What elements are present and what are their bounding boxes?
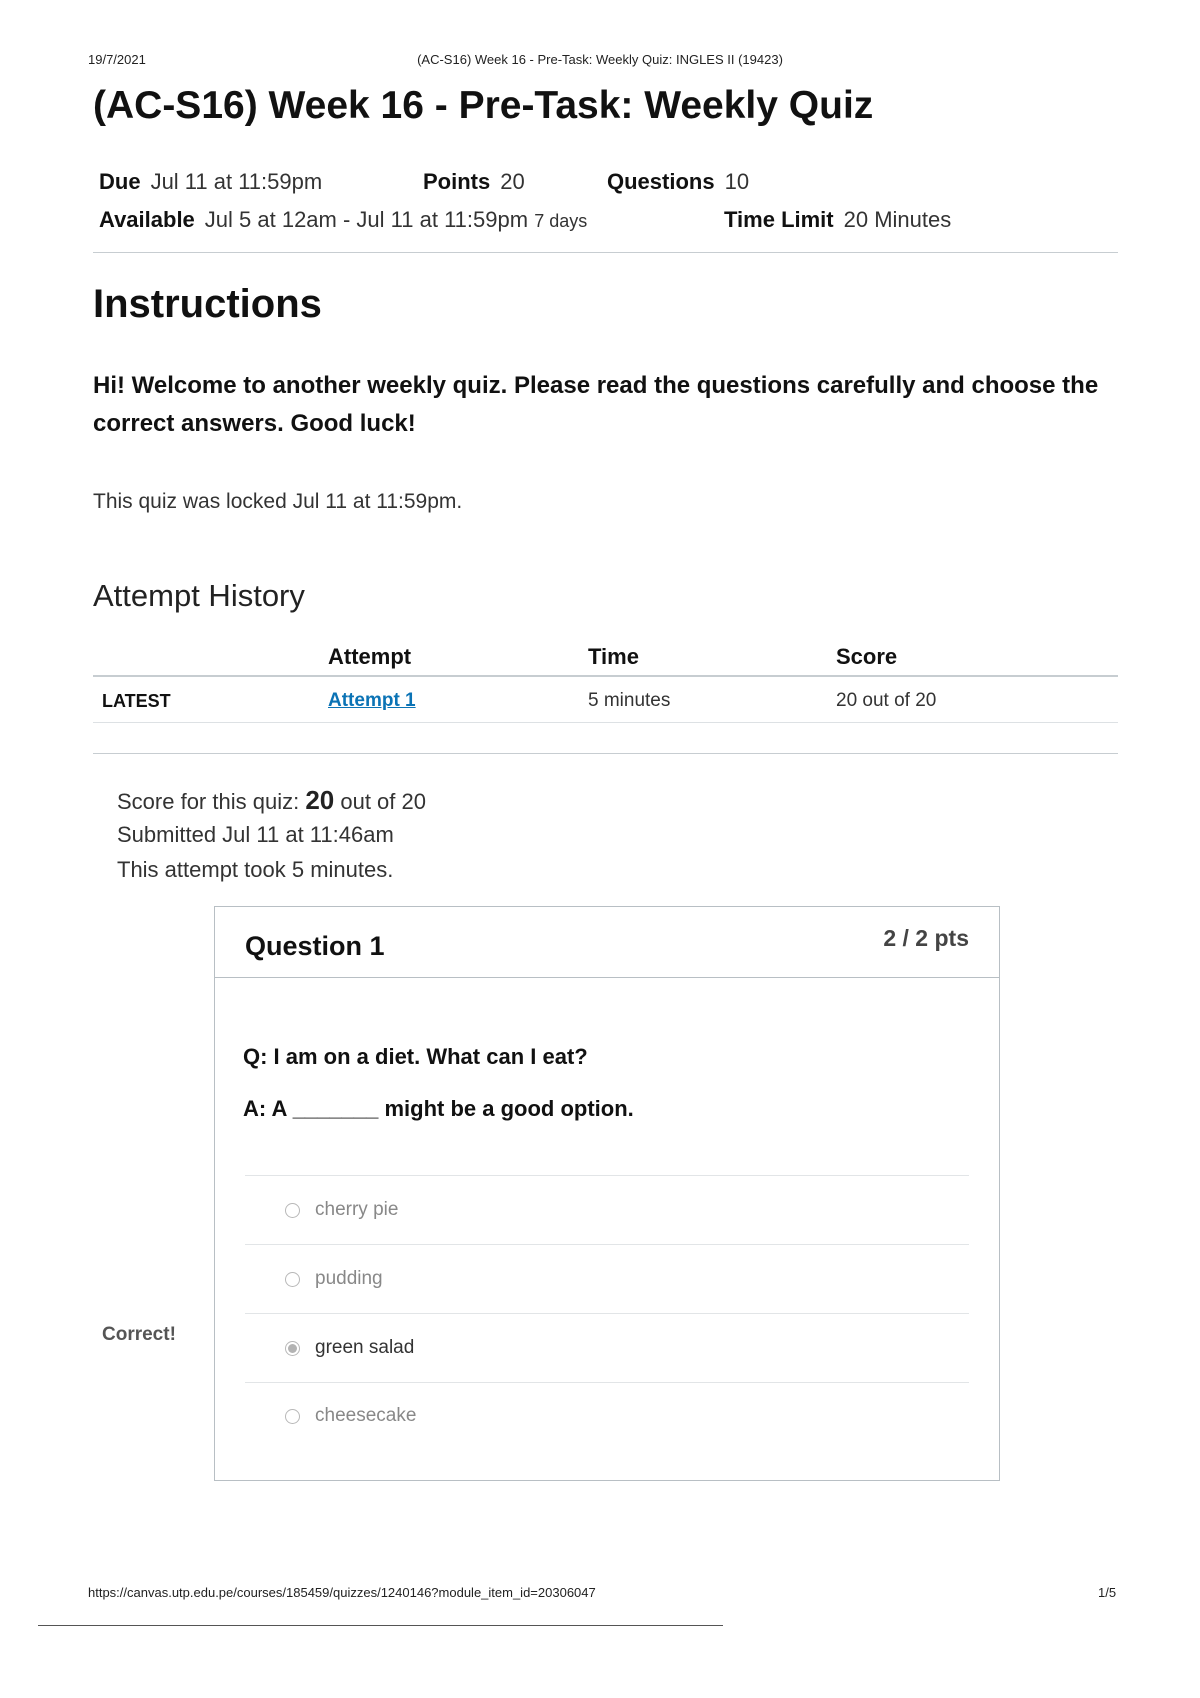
answer-label: cheesecake <box>315 1405 417 1426</box>
score-suffix: out of 20 <box>340 789 426 814</box>
answer-divider <box>245 1313 969 1314</box>
available-days: 7 days <box>534 211 588 231</box>
score-prefix: Score for this quiz: <box>117 789 300 814</box>
answer-divider <box>245 1382 969 1383</box>
time-limit-value: 20 Minutes <box>843 207 952 232</box>
points-label: Points <box>423 169 491 194</box>
attempt-score: 20 out of 20 <box>836 690 937 711</box>
time-limit-meta <box>724 207 951 233</box>
answer-option[interactable] <box>285 1264 383 1294</box>
answer-option-selected[interactable] <box>285 1333 414 1363</box>
questions-meta <box>607 169 749 195</box>
question-header <box>215 907 999 978</box>
instructions-text: Hi! Welcome to another weekly quiz. Please read the questions carefully and choose the correct answers. Good luck! <box>93 372 1099 437</box>
submitted-text: Submitted Jul 11 at 11:46am <box>117 822 394 847</box>
answer-label: green salad <box>315 1337 415 1358</box>
radio-button-selected[interactable] <box>285 1341 300 1356</box>
col-header-attempt: Attempt <box>328 644 412 669</box>
divider <box>93 753 1118 754</box>
locked-notice: This quiz was locked Jul 11 at 11:59pm. <box>93 490 463 513</box>
points-meta <box>423 169 525 195</box>
due-meta <box>99 169 322 194</box>
question-answer-prompt: A: A _______ might be a good option. <box>243 1096 634 1121</box>
page-title: (AC-S16) Week 16 - Pre-Task: Weekly Quiz <box>93 84 874 127</box>
bottom-rule <box>38 1625 723 1626</box>
answer-option[interactable] <box>285 1195 398 1225</box>
attempt-1-link[interactable]: Attempt 1 <box>328 690 416 711</box>
col-header-time: Time <box>588 644 639 669</box>
answer-divider <box>245 1175 969 1176</box>
time-limit-label: Time Limit <box>724 207 834 232</box>
instructions-heading: Instructions <box>93 282 322 326</box>
radio-button[interactable] <box>285 1272 300 1287</box>
due-value: Jul 11 at 11:59pm <box>150 169 323 194</box>
answer-option[interactable] <box>285 1401 416 1431</box>
answer-divider <box>245 1244 969 1245</box>
questions-label: Questions <box>607 169 715 194</box>
answer-label: cherry pie <box>315 1199 399 1220</box>
points-value: 20 <box>500 169 525 194</box>
radio-button[interactable] <box>285 1409 300 1424</box>
radio-dot <box>288 1344 297 1353</box>
col-header-score: Score <box>836 644 898 669</box>
score-value: 20 <box>305 785 335 815</box>
available-meta <box>99 207 587 233</box>
attempt-history-heading: Attempt History <box>93 578 305 613</box>
question-text: Q: I am on a diet. What can I eat? <box>243 1044 588 1069</box>
duration-text: This attempt took 5 minutes. <box>117 857 394 882</box>
available-label: Available <box>99 207 195 232</box>
question-title: Question 1 <box>245 931 385 961</box>
question-points: 2 / 2 pts <box>883 925 969 951</box>
radio-button[interactable] <box>285 1203 300 1218</box>
score-summary <box>117 785 426 816</box>
due-label: Due <box>99 169 141 194</box>
answer-label: pudding <box>315 1268 383 1289</box>
correct-label: Correct! <box>102 1324 176 1345</box>
attempt-time: 5 minutes <box>588 690 671 711</box>
available-value: Jul 5 at 12am - Jul 11 at 11:59pm <box>204 207 529 232</box>
quiz-meta-row-1 <box>99 169 322 195</box>
print-footer-url: https://canvas.utp.edu.pe/courses/185459/quizzes/1240146?module_item_id=20306047 <box>88 1585 596 1600</box>
page-number: 1/5 <box>1098 1585 1117 1600</box>
print-date: 19/7/2021 <box>88 52 146 67</box>
table-header-rule <box>93 675 1118 677</box>
question-card <box>214 906 1000 1481</box>
latest-label: LATEST <box>102 691 171 711</box>
questions-value: 10 <box>724 169 750 194</box>
divider <box>93 252 1118 253</box>
table-row-rule <box>93 722 1118 723</box>
print-header-title: (AC-S16) Week 16 - Pre-Task: Weekly Quiz: INGLES II (19423) <box>417 52 783 67</box>
